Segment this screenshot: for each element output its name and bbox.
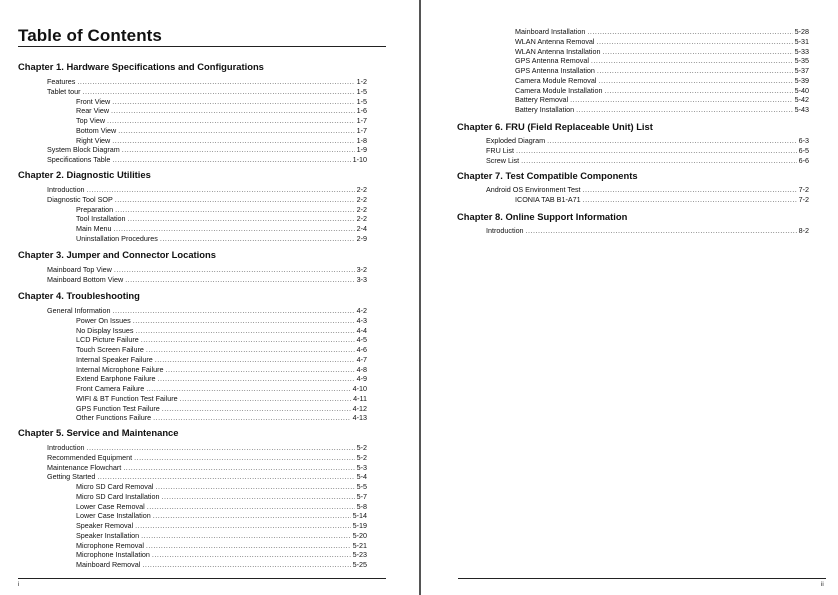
toc-entry[interactable] — [486, 156, 809, 166]
toc-entry[interactable] — [47, 472, 367, 482]
dot-leader — [597, 37, 793, 47]
toc-entry-title: Battery Removal — [515, 95, 569, 105]
dot-leader — [134, 453, 355, 463]
toc-entry-title: WLAN Antenna Installation — [515, 46, 601, 56]
toc-entry-page: 5-33 — [794, 46, 809, 56]
toc-entry-page: 4-4 — [356, 325, 367, 335]
page-number: ii — [821, 582, 824, 588]
dot-leader — [111, 106, 355, 116]
toc-entry-title: Micro SD Card Installation — [76, 491, 160, 501]
toc-entry[interactable] — [76, 126, 367, 136]
toc-entry[interactable] — [486, 146, 809, 156]
toc-entry-page: 5-35 — [794, 56, 809, 66]
dot-leader — [599, 76, 793, 86]
toc-entry[interactable] — [47, 145, 367, 155]
toc-entry[interactable] — [76, 492, 367, 502]
toc-entry-page: 5-42 — [794, 95, 809, 105]
toc-entry-page: 4-9 — [356, 374, 367, 384]
toc-entry-title: Mainboard Bottom View — [47, 274, 124, 284]
toc-entry-page: 4-11 — [353, 393, 367, 403]
toc-entry-title: Microphone Removal — [76, 540, 144, 550]
toc-entry-page: 5-8 — [356, 501, 367, 511]
toc-entry-title: GPS Antenna Installation — [515, 66, 595, 75]
dot-leader — [160, 234, 355, 244]
dot-leader — [135, 521, 350, 531]
toc-entry-page: 5-4 — [356, 472, 367, 482]
toc-entry-title: Front Camera Failure — [76, 384, 145, 393]
dot-leader — [597, 66, 793, 76]
toc-entry[interactable] — [47, 463, 367, 473]
toc-entry[interactable] — [76, 234, 367, 244]
toc-entry-page: 4-12 — [352, 403, 367, 413]
toc-entry-title: Introduction — [47, 443, 85, 452]
toc-entry-page: 5-5 — [356, 482, 367, 491]
toc-entry-page: 5-28 — [794, 27, 809, 36]
chapter-heading[interactable]: Chapter 2. Diagnostic Utilities — [18, 169, 151, 180]
dot-leader — [147, 502, 355, 512]
chapter-heading[interactable]: Chapter 7. Test Compatible Components — [457, 170, 638, 181]
toc-entry-title: Speaker Installation — [76, 530, 140, 540]
toc-entry-page: 5-2 — [356, 452, 367, 462]
toc-entry-page: 5-40 — [794, 85, 809, 95]
dot-leader — [115, 205, 354, 215]
toc-entry[interactable] — [47, 195, 367, 205]
dot-leader — [521, 156, 796, 166]
toc-entry-page: 8-2 — [798, 226, 809, 235]
toc-entry-title: Bottom View — [76, 125, 117, 135]
dot-leader — [146, 541, 351, 551]
chapter-heading[interactable]: Chapter 8. Online Support Information — [457, 211, 628, 222]
toc-entry-page: 4-5 — [356, 335, 367, 345]
toc-entry-title: LCD Picture Failure — [76, 335, 139, 345]
toc-entry-title: Recommended Equipment — [47, 452, 133, 462]
chapter-heading[interactable]: Chapter 3. Jumper and Connector Locations — [18, 249, 216, 260]
toc-entry[interactable] — [486, 226, 809, 236]
dot-leader — [153, 413, 351, 423]
dot-leader — [153, 511, 351, 521]
dot-leader — [146, 345, 355, 355]
toc-entry-page: 7-2 — [798, 185, 809, 194]
toc-entry-page: 1-7 — [356, 116, 367, 125]
chapter-heading[interactable]: Chapter 6. FRU (Field Replaceable Unit) List — [457, 121, 653, 132]
dot-leader — [123, 463, 354, 473]
toc-entry-title: Main Menu — [76, 224, 112, 233]
toc-entry[interactable] — [76, 355, 367, 365]
toc-entry[interactable] — [76, 511, 367, 521]
toc-entry-title: Maintenance Flowchart — [47, 462, 122, 472]
toc-entry-title: Screw List — [486, 155, 520, 165]
dot-leader — [591, 56, 793, 66]
toc-entry-page: 5-39 — [794, 75, 809, 85]
toc-entry-title: Microphone Installation — [76, 550, 150, 560]
toc-entry-title: General Information — [47, 306, 111, 315]
toc-entry-page: 6-5 — [798, 145, 809, 155]
toc-entry-title: WIFI & BT Function Test Failure — [76, 393, 178, 403]
toc-entry-title: Introduction — [47, 185, 85, 194]
toc-entry-title: Features — [47, 77, 76, 86]
toc-entry[interactable] — [76, 394, 367, 404]
toc-entry[interactable] — [76, 404, 367, 414]
chapter-heading[interactable]: Chapter 4. Troubleshooting — [18, 290, 140, 301]
toc-entry[interactable] — [515, 27, 809, 37]
toc-entry[interactable] — [47, 185, 367, 195]
toc-entry[interactable] — [76, 550, 367, 560]
dot-leader — [158, 374, 355, 384]
toc-entry-title: Introduction — [486, 226, 524, 235]
toc-entry-title: Speaker Removal — [76, 521, 134, 530]
toc-entry[interactable] — [47, 265, 367, 275]
dot-leader — [603, 47, 793, 57]
toc-entry[interactable] — [76, 531, 367, 541]
dot-leader — [587, 27, 792, 37]
toc-entry-title: Exploded Diagram — [486, 136, 546, 145]
dot-leader — [142, 560, 350, 570]
dot-leader — [141, 531, 350, 541]
toc-entry-title: Specifications Table — [47, 155, 111, 164]
dot-leader — [128, 214, 355, 224]
toc-entry-title: Front View — [76, 96, 111, 106]
toc-entry-page: 4-2 — [356, 306, 367, 315]
dot-leader — [162, 492, 355, 502]
toc-entry-page: 2-2 — [356, 214, 367, 224]
dot-leader — [87, 443, 355, 453]
toc-entry-page: 5-20 — [352, 530, 367, 540]
toc-entry[interactable] — [76, 560, 367, 570]
footer-divider — [18, 578, 386, 579]
toc-entry-title: Preparation — [76, 204, 114, 214]
toc-entry[interactable] — [515, 37, 809, 47]
toc-entry-title: No Display Issues — [76, 325, 134, 335]
toc-entry-title: Touch Screen Failure — [76, 345, 144, 354]
toc-entry[interactable] — [76, 224, 367, 234]
dot-leader — [112, 97, 354, 107]
toc-entry-title: GPS Function Test Failure — [76, 403, 160, 413]
toc-entry-title: FRU List — [486, 145, 514, 155]
dot-leader — [107, 116, 355, 126]
toc-entry-title: Battery Installation — [515, 105, 575, 114]
toc-entry-page: 6-3 — [798, 136, 809, 145]
dot-leader — [576, 105, 792, 115]
dot-leader — [122, 145, 355, 155]
toc-entry-page: 1-9 — [356, 145, 367, 155]
toc-entry[interactable] — [515, 66, 809, 76]
toc-entry-page: 2-2 — [356, 185, 367, 194]
toc-entry[interactable] — [76, 521, 367, 531]
toc-entry-page: 5-14 — [352, 511, 367, 521]
toc-entry-title: Internal Microphone Failure — [76, 364, 164, 374]
toc-entry-title: Extend Earphone Failure — [76, 374, 156, 384]
dot-leader — [583, 195, 797, 205]
dot-leader — [87, 185, 355, 195]
toc-entry[interactable] — [76, 326, 367, 336]
toc-entry-page: 5-43 — [794, 105, 809, 114]
footer-divider — [458, 578, 826, 579]
toc-entry-page: 5-19 — [352, 521, 367, 530]
dot-leader — [570, 95, 792, 105]
chapter-heading[interactable]: Chapter 1. Hardware Specifications and Configurations — [18, 61, 264, 72]
toc-entry[interactable] — [76, 502, 367, 512]
dot-leader — [526, 226, 797, 236]
toc-entry[interactable] — [47, 275, 367, 285]
toc-entry[interactable] — [486, 136, 809, 146]
dot-leader — [77, 77, 354, 87]
toc-entry[interactable] — [486, 185, 809, 195]
toc-entry-page: 1-8 — [356, 135, 367, 145]
dot-leader — [125, 275, 354, 285]
right-page — [423, 0, 838, 595]
toc-entry[interactable] — [515, 86, 809, 96]
dot-leader — [155, 355, 355, 365]
dot-leader — [583, 185, 797, 195]
toc-entry-title: Lower Case Installation — [76, 511, 151, 521]
dot-leader — [112, 136, 354, 146]
toc-entry[interactable] — [76, 214, 367, 224]
toc-entry-title: WLAN Antenna Removal — [515, 36, 595, 46]
toc-entry-page: 4-6 — [356, 345, 367, 354]
toc-entry[interactable] — [76, 97, 367, 107]
dot-leader — [97, 472, 354, 482]
dot-leader — [146, 384, 350, 394]
dot-leader — [112, 155, 350, 165]
toc-entry-page: 1-5 — [356, 86, 367, 96]
toc-entry-page: 3-3 — [356, 274, 367, 284]
toc-entry-title: Internal Speaker Failure — [76, 354, 153, 364]
dot-leader — [115, 195, 355, 205]
toc-entry-page: 5-3 — [356, 462, 367, 472]
toc-entry-page: 5-25 — [352, 560, 367, 569]
toc-entry[interactable] — [76, 384, 367, 394]
toc-entry-page: 4-3 — [356, 315, 367, 325]
toc-entry[interactable] — [47, 306, 367, 316]
page-separator — [419, 0, 421, 595]
toc-entry-page: 5-7 — [356, 491, 367, 501]
toc-entry[interactable] — [76, 374, 367, 384]
dot-leader — [166, 365, 355, 375]
toc-entry[interactable] — [515, 95, 809, 105]
toc-entry-title: Tablet tour — [47, 86, 81, 96]
toc-entry-title: Mainboard Removal — [76, 560, 141, 569]
toc-entry-page: 5-23 — [352, 550, 367, 560]
toc-entry-title: Uninstallation Procedures — [76, 233, 158, 243]
toc-entry[interactable] — [515, 76, 809, 86]
toc-entry-title: System Block Diagram — [47, 145, 120, 155]
toc-entry[interactable] — [515, 105, 809, 115]
toc-entry-page: 2-2 — [356, 204, 367, 214]
toc-entry-title: Mainboard Top View — [47, 265, 112, 274]
toc-entry-page: 1-10 — [352, 155, 367, 164]
toc-entry[interactable] — [76, 205, 367, 215]
dot-leader — [155, 482, 354, 492]
toc-entry-title: Rear View — [76, 106, 110, 116]
toc-entry[interactable] — [515, 195, 809, 205]
toc-entry-page: 1-6 — [356, 106, 367, 116]
toc-entry[interactable] — [76, 316, 367, 326]
toc-entry-page: 5-21 — [352, 540, 367, 550]
toc-entry-page: 4-7 — [356, 354, 367, 364]
dot-leader — [162, 404, 351, 414]
dot-leader — [180, 394, 352, 404]
toc-entry[interactable] — [47, 87, 367, 97]
toc-entry-title: Micro SD Card Removal — [76, 482, 154, 491]
toc-entry-title: Right View — [76, 135, 111, 145]
dot-leader — [114, 265, 355, 275]
toc-entry-page: 5-37 — [794, 66, 809, 75]
toc-entry-page: 2-2 — [356, 194, 367, 204]
toc-entry-title: Camera Module Removal — [515, 75, 597, 85]
toc-entry[interactable] — [76, 345, 367, 355]
dot-leader — [113, 306, 355, 316]
title-divider — [18, 46, 386, 47]
toc-entry-page: 4-10 — [352, 384, 367, 393]
toc-entry[interactable] — [76, 116, 367, 126]
page-title: Table of Contents — [18, 26, 162, 45]
dot-leader — [141, 335, 355, 345]
toc-entry[interactable] — [515, 47, 809, 57]
toc-entry[interactable] — [76, 541, 367, 551]
toc-entry-title: Tool Installation — [76, 214, 126, 224]
toc-entry-title: Getting Started — [47, 472, 96, 482]
toc-entry-page: 1-5 — [356, 96, 367, 106]
toc-entry-page: 3-2 — [356, 265, 367, 274]
chapter-heading[interactable]: Chapter 5. Service and Maintenance — [18, 427, 179, 438]
toc-entry-page: 6-6 — [798, 155, 809, 165]
toc-entry[interactable] — [76, 413, 367, 423]
toc-entry[interactable] — [47, 77, 367, 87]
toc-entry-title: Mainboard Installation — [515, 27, 586, 36]
dot-leader — [152, 550, 351, 560]
toc-entry-page: 7-2 — [798, 194, 809, 204]
toc-entry[interactable] — [76, 365, 367, 375]
toc-entry[interactable] — [76, 136, 367, 146]
page-number: i — [18, 582, 20, 588]
toc-entry-page: 2-9 — [356, 233, 367, 243]
dot-leader — [83, 87, 355, 97]
toc-entry-title: GPS Antenna Removal — [515, 56, 589, 66]
dot-leader — [136, 326, 355, 336]
toc-entry-page: 5-31 — [794, 36, 809, 46]
toc-entry[interactable] — [76, 335, 367, 345]
toc-entry-title: Other Functions Failure — [76, 413, 152, 423]
toc-entry[interactable] — [47, 443, 367, 453]
toc-entry[interactable] — [76, 106, 367, 116]
toc-entry-page: 4-8 — [356, 364, 367, 374]
toc-entry-title: Power On Issues — [76, 315, 131, 325]
toc-entry[interactable] — [47, 155, 367, 165]
dot-leader — [516, 146, 797, 156]
toc-entry-page: 2-4 — [356, 224, 367, 233]
dot-leader — [547, 136, 796, 146]
toc-entry-page: 5-2 — [356, 443, 367, 452]
toc-entry-page: 1-7 — [356, 125, 367, 135]
dot-leader — [133, 316, 355, 326]
dot-leader — [118, 126, 354, 136]
toc-entry-page: 4-13 — [352, 413, 367, 423]
toc-entry-title: ICONIA TAB B1-A71 — [515, 194, 581, 204]
dot-leader — [114, 224, 355, 234]
toc-entry[interactable] — [515, 56, 809, 66]
toc-entry-title: Lower Case Removal — [76, 501, 145, 511]
toc-entry[interactable] — [47, 453, 367, 463]
toc-entry-title: Diagnostic Tool SOP — [47, 194, 113, 204]
dot-leader — [605, 86, 793, 96]
toc-entry-title: Camera Module Installation — [515, 85, 603, 95]
toc-entry-title: Android OS Environment Test — [486, 185, 581, 194]
toc-entry-title: Top View — [76, 116, 106, 125]
toc-entry-page: 1-2 — [356, 77, 367, 86]
toc-entry[interactable] — [76, 482, 367, 492]
